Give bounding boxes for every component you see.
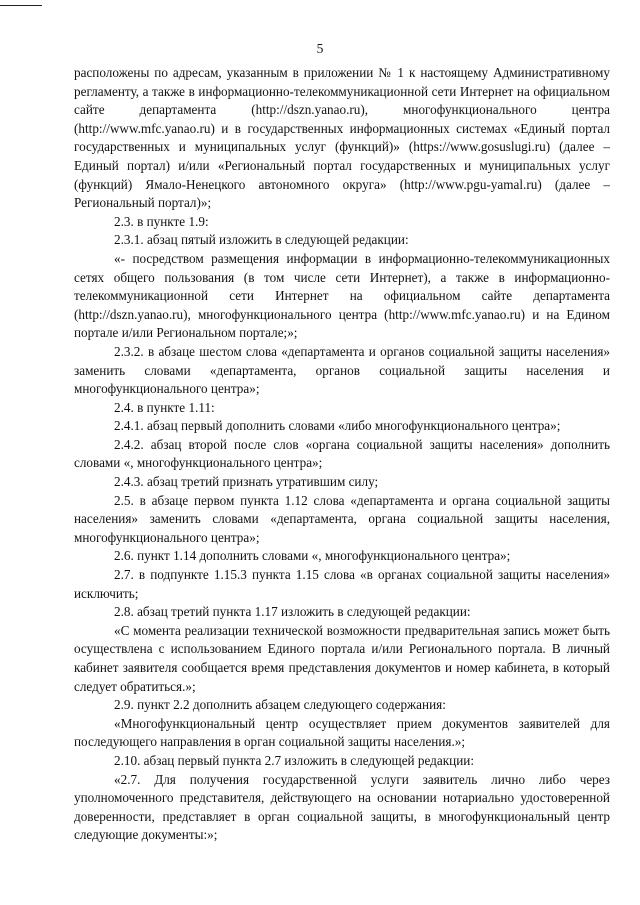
paragraph: «- посредством размещения информации в информационно-телекоммуникационных сетях общего пользования (в том числе сети Интернет), а также в информационно-телекоммуникационной сети Интернет на официальном сайте департамента (http://dszn.yanao.ru), многофункционального центра (http://www.mfc.yanao.ru) и на Едином портале и/или Региональном портале;»; [74,250,610,341]
paragraph: 2.3. в пункте 1.9: [114,213,209,229]
paragraph: 2.9. пункт 2.2 дополнить абзацем следующего содержания: [114,697,446,713]
document-body [74,64,610,845]
paragraph: 2.5. в абзаце первом пункта 1.12 слова «департамента и органа социальной защиты населения» заменить словами «департамента, органа социальной защиты населения, многофункционального центра»; [74,492,610,545]
paragraph: 2.10. абзац первый пункта 2.7 изложить в следующей редакции: [114,752,474,768]
paragraph: 2.3.2. в абзаце шестом слова «департамента и органов социальной защиты населения» заменить словами «департамента, органов социальной защиты населения и многофункционального центра»; [74,343,610,397]
paragraph: 2.6. пункт 1.14 дополнить словами «, многофункционального центра»; [114,548,511,564]
paragraph: 2.4.3. абзац третий признать утратившим силу; [114,474,379,490]
paragraph: «С момента реализации технической возможности предварительная запись может быть осуществлена с использованием Единого портала и/или Регионального портала. В личный кабинет заявителя сообщается время представления документов и номер кабинета, в который следует обратиться.»; [74,622,610,694]
paragraph: расположены по адресам, указанным в приложении № 1 к настоящему Административному регламенту, а также в информационно-телекоммуникационной сети Интернет на официальном сайте департамента (http://dszn.yanao.ru), многофункционального центра (http://www.mfc.yanao.ru) и в государственных информационных системах «Единый портал государственных и муниципальных услуг (функций)» (https://www.gosuslugi.ru) (далее – Единый портал) и/или «Региональный портал государственных и муниципальных услуг (функций) Ямало-Ненецкого автономного округа» (http://www.pgu-yamal.ru) (далее – Региональный портал)»; [74,65,610,211]
paragraph: 2.3.1. абзац пятый изложить в следующей редакции: [114,232,409,248]
paragraph: 2.4.2. абзац второй после слов «органа социальной защиты населения» дополнить словами «, многофункционального центра»; [74,436,610,471]
paragraph: «2.7. Для получения государственной услуги заявитель лично либо через уполномоченного представителя, действующего на основании нотариально удостоверенной доверенности, представляет в орган социальной защиты, в многофункциональный центр следующие документы:»; [74,771,610,843]
paragraph: 2.8. абзац третий пункта 1.17 изложить в следующей редакции: [114,604,471,620]
paragraph: «Многофункциональный центр осуществляет прием документов заявителей для последующего направления в орган социальной защиты населения.»; [74,715,610,750]
paragraph: 2.4. в пункте 1.11: [114,399,215,415]
paragraph: 2.7. в подпункте 1.15.3 пункта 1.15 слова «в органах социальной защиты населения» исключить; [74,567,610,601]
paragraph: 2.4.1. абзац первый дополнить словами «либо многофункционального центра»; [114,418,561,434]
top-edge-line [0,5,42,6]
page-number: 5 [316,41,324,56]
